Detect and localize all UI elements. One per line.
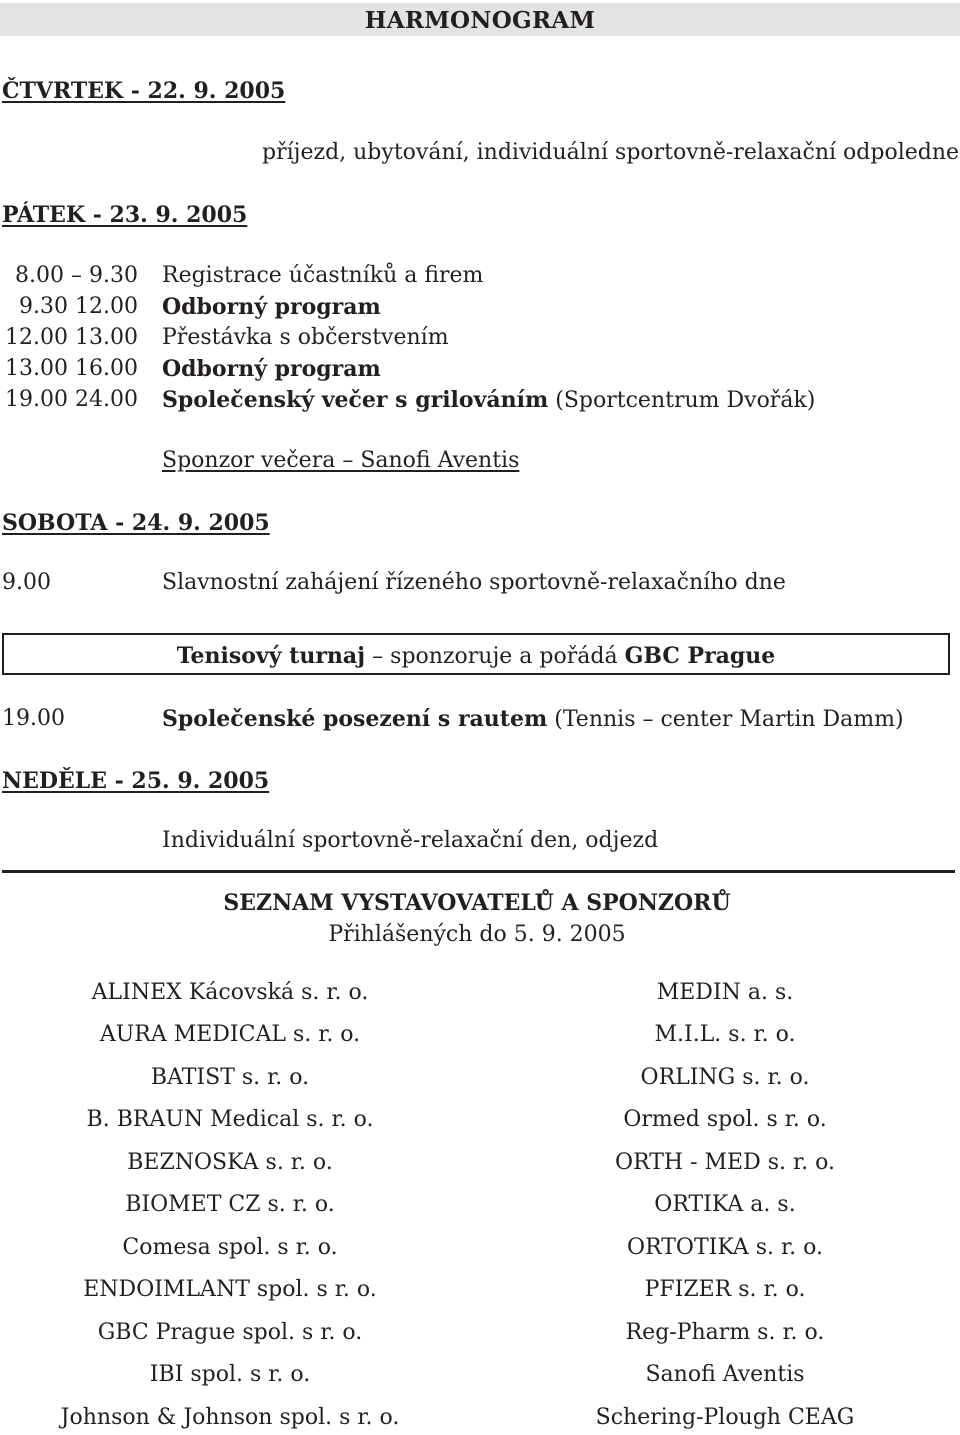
exhibitors-subheading: Přihlášených do 5. 9. 2005 — [328, 922, 626, 947]
tennis-box — [2, 633, 950, 675]
exhibitor-left: Johnson & Johnson spol. s r. o. — [60, 1405, 400, 1430]
day-heading-thursday: ČTVRTEK - 22. 9. 2005 — [2, 78, 286, 104]
saturday-evening — [162, 706, 904, 732]
opening-label: Slavnostní zahájení řízeného sportovně-relaxačního dne — [162, 570, 786, 595]
exhibitor-right: Sanofi Aventis — [645, 1362, 805, 1387]
schedule-label: Odborný program — [162, 356, 381, 382]
section-divider — [2, 870, 955, 873]
schedule-time: 19.00 — [2, 706, 65, 731]
schedule-time: 9.00 — [2, 570, 51, 595]
tennis-title: Tenisový turnaj — [176, 643, 366, 669]
exhibitor-left: BEZNOSKA s. r. o. — [127, 1150, 333, 1175]
sunday-note: Individuální sportovně-relaxační den, odjezd — [162, 828, 659, 853]
exhibitor-right: ORTIKA a. s. — [654, 1192, 796, 1217]
exhibitor-left: IBI spol. s r. o. — [149, 1362, 311, 1387]
exhibitor-right: Reg-Pharm s. r. o. — [625, 1320, 825, 1345]
sponsor-note: Sponzor večera – Sanofi Aventis — [162, 448, 520, 473]
schedule-label: Přestávka s občerstvením — [162, 325, 449, 350]
schedule-label: Registrace účastníků a firem — [162, 263, 484, 288]
exhibitor-left: GBC Prague spol. s r. o. — [97, 1320, 363, 1345]
exhibitor-right: M.I.L. s. r. o. — [654, 1022, 796, 1047]
schedule-extra: (Sportcentrum Dvořák) — [555, 388, 816, 413]
day-heading-friday: PÁTEK - 23. 9. 2005 — [2, 202, 248, 228]
exhibitor-left: AURA MEDICAL s. r. o. — [99, 1022, 361, 1047]
exhibitor-left: ALINEX Kácovská s. r. o. — [91, 980, 369, 1005]
page-title: HARMONOGRAM — [364, 7, 596, 34]
exhibitor-right: PFIZER s. r. o. — [644, 1277, 806, 1302]
exhibitor-right: Ormed spol. s r. o. — [623, 1107, 827, 1132]
schedule-label: Odborný program — [162, 294, 381, 320]
evening-label: Společenské posezení s rautem — [162, 706, 548, 732]
exhibitor-right: Schering-Plough CEAG — [595, 1405, 855, 1430]
exhibitor-left: ENDOIMLANT spol. s r. o. — [83, 1277, 377, 1302]
exhibitor-left: Comesa spol. s r. o. — [122, 1235, 338, 1260]
day-heading-saturday: SOBOTA - 24. 9. 2005 — [2, 510, 270, 536]
schedule-row-evening — [162, 387, 815, 413]
schedule-time: 19.00 24.00 — [5, 387, 138, 412]
schedule-time: 8.00 – 9.30 — [15, 263, 138, 288]
exhibitor-left: B. BRAUN Medical s. r. o. — [86, 1107, 374, 1132]
schedule-time: 9.30 12.00 — [19, 294, 138, 319]
schedule-time: 12.00 13.00 — [5, 325, 138, 350]
evening-extra: (Tennis – center Martin Damm) — [554, 707, 904, 732]
exhibitor-right: ORLING s. r. o. — [640, 1065, 810, 1090]
tennis-middle: – sponzoruje a pořádá — [372, 644, 618, 669]
tennis-sponsor: GBC Prague — [624, 643, 776, 669]
day-heading-sunday: NEDĚLE - 25. 9. 2005 — [2, 768, 270, 794]
exhibitor-right: ORTH - MED s. r. o. — [615, 1150, 835, 1175]
schedule-time: 13.00 16.00 — [5, 356, 138, 381]
tennis-line — [4, 643, 948, 669]
thursday-note: příjezd, ubytování, individuální sportovně-relaxační odpoledne — [262, 140, 960, 165]
exhibitor-right: MEDIN a. s. — [656, 980, 794, 1005]
exhibitor-right: ORTOTIKA s. r. o. — [627, 1235, 823, 1260]
exhibitor-left: BATIST s. r. o. — [150, 1065, 310, 1090]
schedule-label: Společenský večer s grilováním — [162, 387, 549, 413]
exhibitor-left: BIOMET CZ s. r. o. — [125, 1192, 335, 1217]
exhibitors-heading: SEZNAM VYSTAVOVATELŮ A SPONZORŮ — [223, 890, 731, 916]
